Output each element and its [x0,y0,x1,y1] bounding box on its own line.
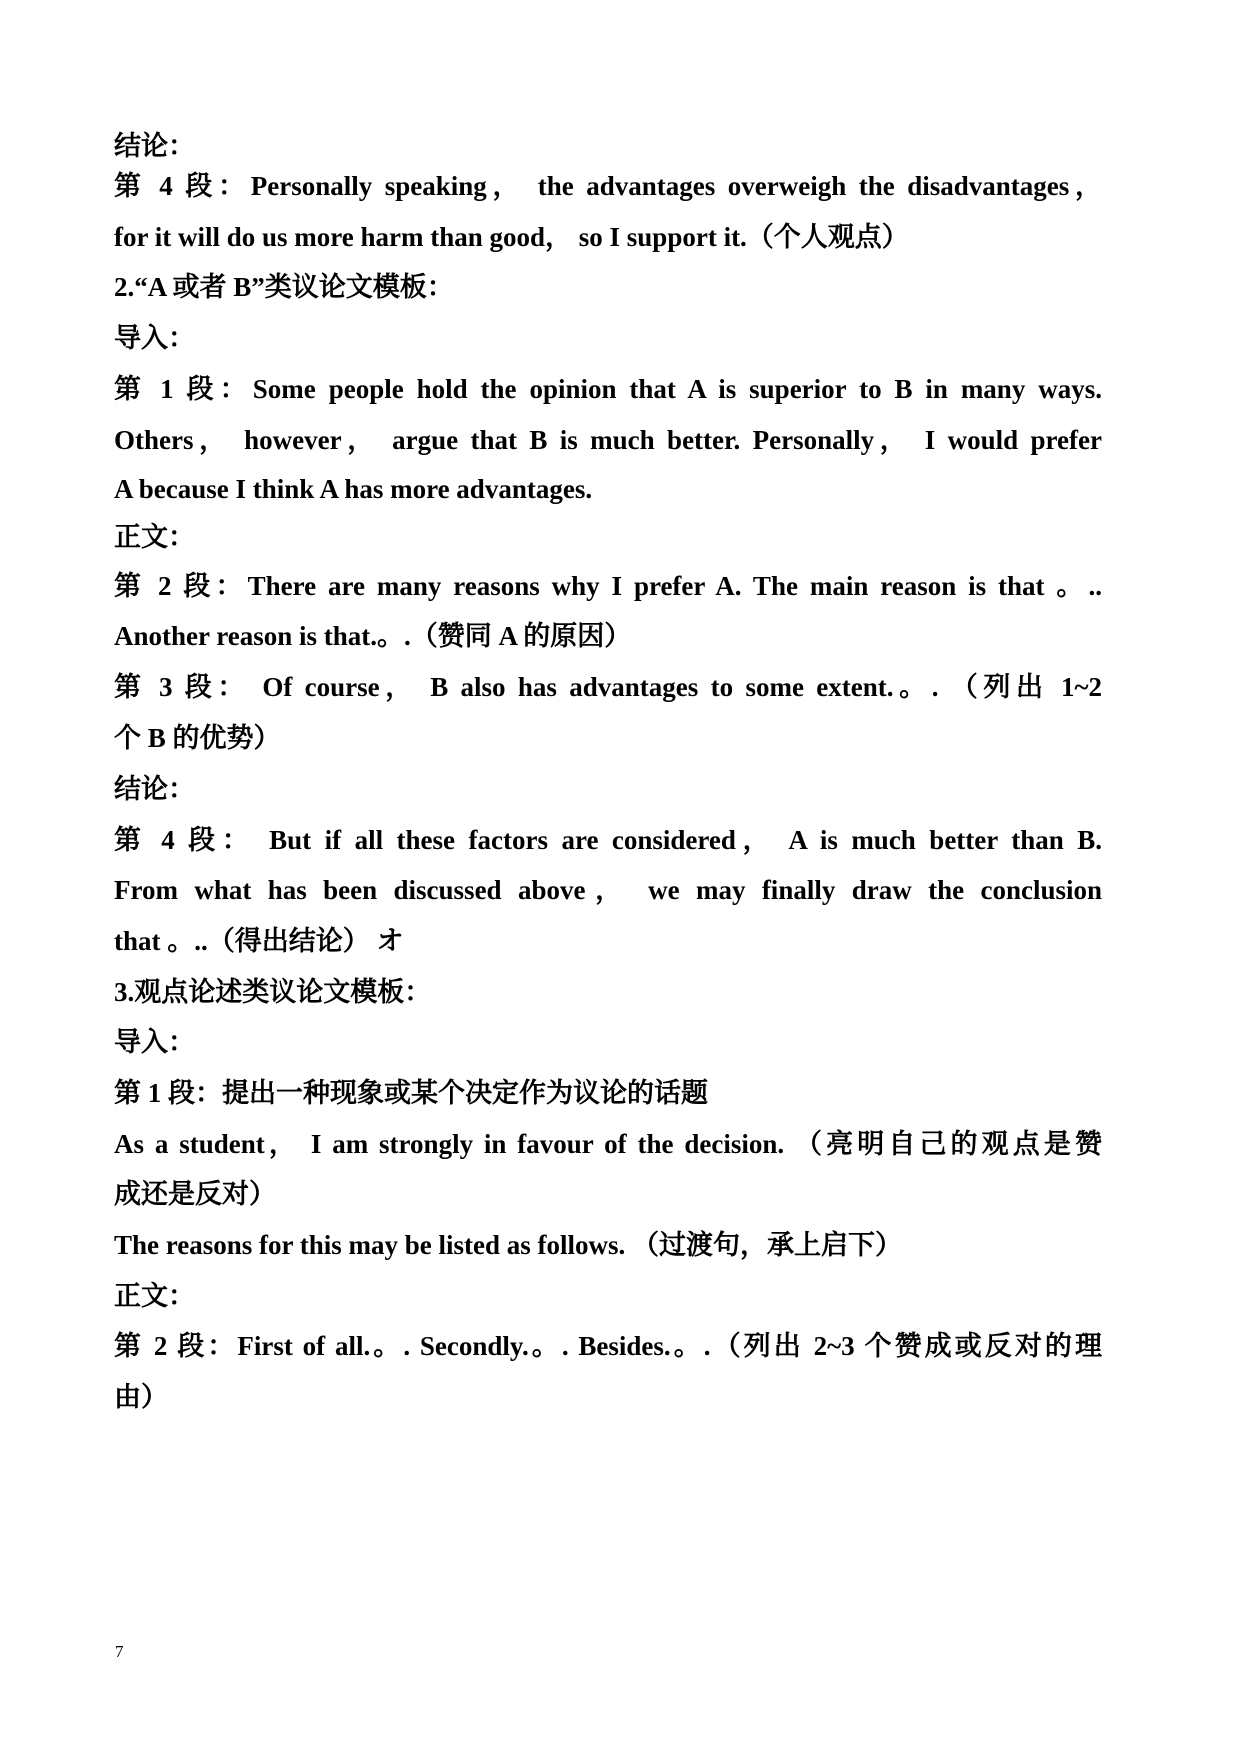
section-3-title: 3.观点论述类议论文模板： [114,977,432,1007]
paragraph-3-line-2: 个 B 的优势） [114,723,281,753]
paragraph-2b-line-2: 由） [114,1382,168,1412]
heading-body: 正文： [114,522,195,552]
paragraph-4b-line-3: that 。..（得出结论） オ [114,926,404,956]
heading-conclusion: 结论： [114,131,195,161]
paragraph-2b-line-1: 第 2 段：First of all.。. Secondly.。. Besides.。.（列出 2~3 个赞成或反对的理 [114,1331,1102,1361]
paragraph-1b-line-1: As a student， I am strongly in favour of the decision. （亮明自己的观点是赞 [114,1129,1102,1159]
paragraph-1b-line-2: 成还是反对） [114,1179,276,1209]
paragraph-2-line-2: Another reason is that.。.（赞同 A 的原因） [114,621,632,651]
paragraph-1b-topic: 第 1 段：提出一种现象或某个决定作为议论的话题 [114,1078,708,1108]
paragraph-1-line-3: A because I think A has more advantages. [114,474,593,504]
section-2-title: 2.“A 或者 B”类议论文模板： [114,272,454,302]
heading-body-2: 正文： [114,1281,195,1311]
paragraph-4b-line-1: 第 4 段： But if all these factors are considered， A is much better than B. [114,825,1102,855]
heading-introduction-2: 导入： [114,1027,195,1057]
transition-sentence: The reasons for this may be listed as follows. （过渡句，承上启下） [114,1230,903,1260]
paragraph-4-line-2: for it will do us more harm than good， so I support it.（个人观点） [114,222,909,252]
paragraph-4-line-1: 第 4 段：Personally speaking， the advantages overweigh the disadvantages， [114,171,1102,201]
paragraph-3-line-1: 第 3 段： Of course， B also has advantages to some extent.。. （列出 1~2 [114,672,1102,702]
paragraph-4b-line-2: From what has been discussed above， we may finally draw the conclusion [114,875,1102,905]
paragraph-2-line-1: 第 2 段：There are many reasons why I prefer A. The main reason is that 。.. [114,571,1102,601]
paragraph-1-line-2: Others， however， argue that B is much better. Personally， I would prefer [114,425,1102,455]
heading-introduction: 导入： [114,323,195,353]
paragraph-1-line-1: 第 1 段：Some people hold the opinion that A is superior to B in many ways. [114,374,1102,404]
page-number: 7 [115,1642,124,1661]
heading-conclusion-2: 结论： [114,774,195,804]
